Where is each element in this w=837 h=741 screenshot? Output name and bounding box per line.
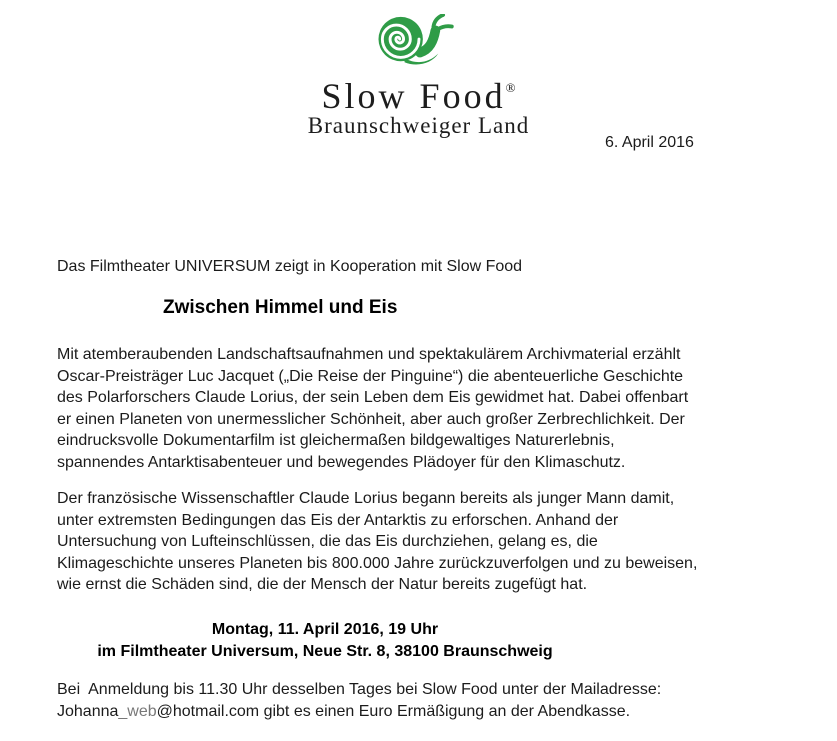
paragraph-line: spannendes Antarktisabenteuer und bewegendes Plädoyer für den Klimaschutz. [57, 453, 626, 471]
logo-brand-text: Slow Food [321, 76, 506, 116]
film-title: Zwischen Himmel und Eis [163, 297, 398, 318]
slow-food-logo [0, 14, 837, 139]
event-datetime: Montag, 11. April 2016, 19 Uhr [211, 621, 439, 638]
paragraph-line: wie ernst die Schäden sind, die der Mensch der Natur bereits zugefügt hat. [57, 576, 588, 593]
paragraph-line: Bei Anmeldung bis 11.30 Uhr desselben Tages bei Slow Food unter der Mailadresse: [57, 681, 662, 698]
paragraph-line: Klimageschichte unseres Planeten bis 800.000 Jahre zurückzuverfolgen und zu beweisen, [57, 554, 698, 572]
event-details [57, 619, 593, 662]
paragraph-line [57, 701, 661, 723]
paragraph-line: unter extremsten Bedingungen das Eis der Antarktis zu erforschen. Anhand der [57, 511, 619, 529]
paragraph-line: Mit atemberaubenden Landschaftsaufnahmen und spektakulärem Archivmaterial erzählt [57, 346, 681, 363]
paragraph-line: Oscar-Preisträger Luc Jacquet („Die Reise der Pinguine“) die abenteuerliche Geschichte [57, 367, 684, 385]
paragraph-line: Untersuchung von Lufteinschlüssen, die das Eis durchziehen, gelang es, die [57, 533, 598, 550]
paragraph-line: er einen Planeten von unermesslicher Schönheit, aber auch großer Zerbrechlichkeit. Der [57, 410, 685, 428]
paragraph-film-description [57, 344, 688, 473]
registered-mark: ® [505, 80, 516, 95]
paragraph-line: Der französische Wissenschaftler Claude Lorius begann bereits als junger Mann damit, [57, 490, 675, 507]
email-rest: @hotmail.com gibt es einen Euro Ermäßigung an der Abendkasse. [156, 702, 631, 720]
paragraph-line: des Polarforschers Claude Lorius, der sein Leben dem Eis gewidmet hat. Dabei offenbart [57, 389, 689, 406]
snail-icon [371, 14, 467, 68]
event-location: im Filmtheater Universum, Neue Str. 8, 38100 Braunschweig [97, 642, 553, 660]
intro-line: Das Filmtheater UNIVERSUM zeigt in Kooperation mit Slow Food [57, 258, 523, 275]
email-gray-part: _web [118, 702, 157, 720]
paragraph-scientist [57, 488, 697, 596]
logo-subtitle: Braunschweiger Land [307, 113, 530, 138]
registration-note [57, 679, 661, 722]
email-prefix: Johanna [57, 702, 119, 720]
logo-brand [321, 71, 516, 116]
document-date: 6. April 2016 [605, 134, 694, 151]
paragraph-line: eindrucksvolle Dokumentarfilm ist gleichermaßen bildgewaltiges Naturerlebnis, [57, 432, 615, 449]
